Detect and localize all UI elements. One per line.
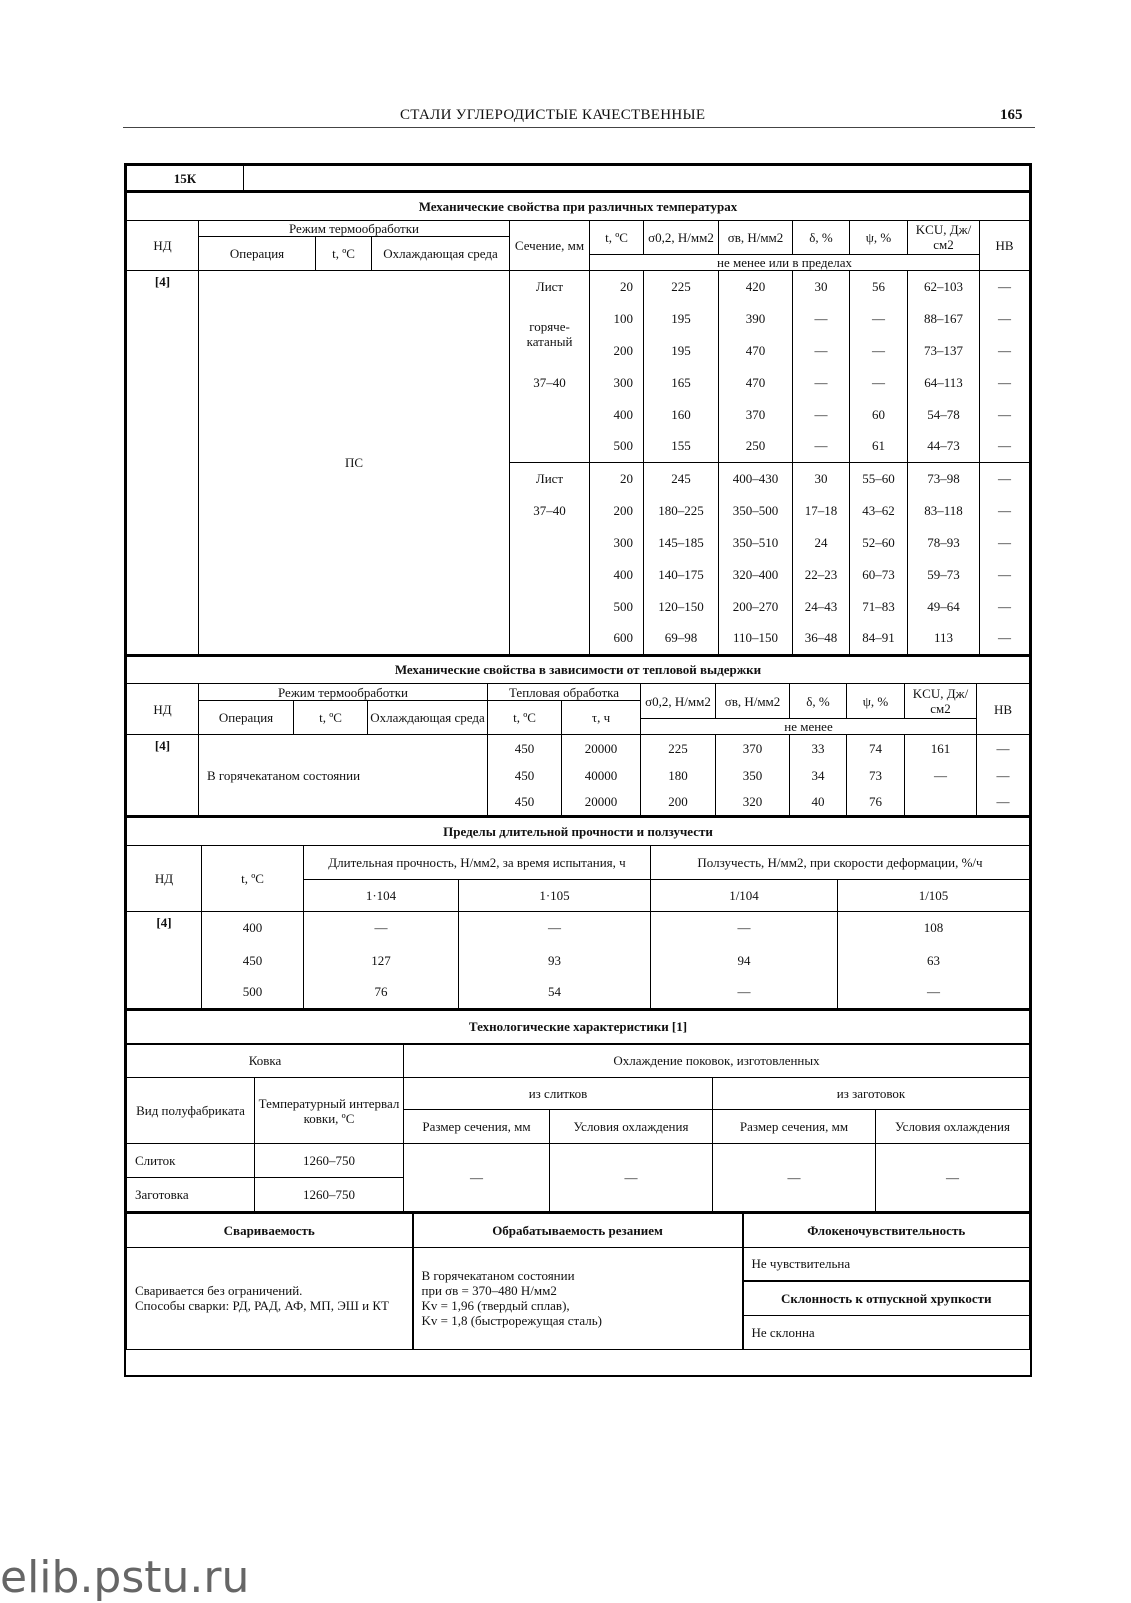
sv-cell: 110–150 — [719, 622, 793, 654]
col-thermal-treatment: Тепловая обработка — [488, 684, 641, 701]
section-label-empty — [510, 558, 590, 590]
psi-cell: 74 — [847, 735, 905, 762]
delta-cell: — — [793, 430, 850, 462]
strength-cell: 54 — [459, 976, 651, 1008]
s02-cell: 155 — [644, 430, 719, 462]
sv-cell: 250 — [719, 430, 793, 462]
forging-range-cell: 1260–750 — [255, 1178, 404, 1212]
s02-cell: 165 — [644, 366, 719, 398]
hb-cell: — — [980, 462, 1030, 494]
sv-cell: 350–510 — [719, 526, 793, 558]
col-semi-product: Вид полуфабриката — [127, 1078, 255, 1144]
hb-cell: — — [980, 526, 1030, 558]
hb-cell: — — [980, 398, 1030, 430]
kcu-cell: 49–64 — [908, 590, 980, 622]
temp-cell: 400 — [590, 398, 644, 430]
running-header-title: СТАЛИ УГЛЕРОДИСТЫЕ КАЧЕСТВЕННЫЕ — [400, 107, 706, 123]
operation-value: ПС — [199, 270, 510, 654]
delta-cell: 36–48 — [793, 622, 850, 654]
forging-range-cell: 1260–750 — [255, 1144, 404, 1178]
psi-cell: 43–62 — [850, 494, 908, 526]
psi-cell: 76 — [847, 789, 905, 816]
temp-cell: 300 — [590, 366, 644, 398]
section-label: 37–40 — [510, 366, 590, 398]
psi-cell: 71–83 — [850, 590, 908, 622]
sv-cell: 390 — [719, 302, 793, 334]
sv-cell: 370 — [716, 735, 790, 762]
machinability-title: Обрабатываемость резанием — [413, 1213, 743, 1247]
nd-ref: [4] — [127, 270, 199, 654]
delta-cell: 33 — [790, 735, 847, 762]
machinability-text: В горячекатаном состоянии при σв = 370–480 Н/мм2 Kv = 1,96 (твердый сплав), Kv = 1,8 (быстрорежущая сталь) — [413, 1247, 743, 1349]
section-label: Лист — [510, 270, 590, 302]
strength-cell: — — [304, 911, 459, 944]
hold-temp-cell: 450 — [488, 762, 562, 789]
hb-cell: — — [980, 334, 1030, 366]
col-creep: Ползучесть, Н/мм2, при скорости деформации, %/ч — [651, 845, 1030, 879]
col-strength-1e4: 1·104 — [304, 879, 459, 911]
col-nd: НД — [127, 845, 202, 911]
strength-cell: 76 — [304, 976, 459, 1008]
temp-cell: 300 — [590, 526, 644, 558]
hold-time-cell: 20000 — [562, 789, 641, 816]
col-psi: ψ, % — [850, 220, 908, 254]
nd-ref: [4] — [127, 911, 202, 1008]
delta-cell: 40 — [790, 789, 847, 816]
semi-product-cell: Слиток — [127, 1144, 255, 1178]
creep-cell: — — [651, 911, 838, 944]
temp-cell: 400 — [590, 558, 644, 590]
col-hold-time: τ, ч — [562, 701, 641, 735]
weldability-text: Сваривается без ограничений. Способы сварки: РД, РАД, АФ, МП, ЭШ и КТ — [127, 1247, 413, 1349]
col-sigmav: σв, Н/мм2 — [716, 684, 790, 719]
s02-cell: 140–175 — [644, 558, 719, 590]
dash-cell: — — [550, 1144, 713, 1212]
cooling-header: Охлаждение поковок, изготовленных — [404, 1044, 1030, 1078]
strength-cell: — — [459, 911, 651, 944]
temp-cell: 200 — [590, 494, 644, 526]
flake-title: Флокеночувствительность — [743, 1213, 1030, 1247]
mech-hold-table — [126, 655, 1030, 817]
s02-cell: 120–150 — [644, 590, 719, 622]
col-creep-1e5: 1/105 — [838, 879, 1030, 911]
s02-cell: 180 — [641, 762, 716, 789]
sv-cell: 470 — [719, 334, 793, 366]
sv-cell: 200–270 — [719, 590, 793, 622]
creep-cell: 63 — [838, 944, 1030, 976]
s02-cell: 69–98 — [644, 622, 719, 654]
kcu-cell: 59–73 — [908, 558, 980, 590]
col-temp: t, ºС — [316, 236, 372, 270]
col-sigma02: σ0,2, Н/мм2 — [644, 220, 719, 254]
kcu-cell — [905, 789, 977, 816]
steel-datasheet — [124, 163, 1032, 1377]
temp-cell: 500 — [202, 976, 304, 1008]
hold-temp-cell: 450 — [488, 735, 562, 762]
section-label: 37–40 — [510, 494, 590, 526]
kcu-cell: 64–113 — [908, 366, 980, 398]
temp-cell: 450 — [202, 944, 304, 976]
col-test-temp: t, ºС — [590, 220, 644, 254]
kcu-cell: 73–98 — [908, 462, 980, 494]
strength-cell: 127 — [304, 944, 459, 976]
kcu-cell: 73–137 — [908, 334, 980, 366]
psi-cell: 60 — [850, 398, 908, 430]
s02-cell: 180–225 — [644, 494, 719, 526]
delta-cell: 30 — [793, 462, 850, 494]
col-temp: t, ºС — [202, 845, 304, 911]
delta-cell: 17–18 — [793, 494, 850, 526]
col-nd: НД — [127, 220, 199, 270]
delta-cell: 30 — [793, 270, 850, 302]
hb-cell: — — [980, 494, 1030, 526]
col-nd: НД — [127, 684, 199, 735]
col-hold-temp: t, ºС — [488, 701, 562, 735]
psi-cell: 55–60 — [850, 462, 908, 494]
col-cooling: Охлаждающая среда — [372, 236, 510, 270]
delta-cell: 24 — [793, 526, 850, 558]
col-cooling: Охлаждающая среда — [368, 701, 488, 735]
delta-cell: — — [793, 302, 850, 334]
delta-cell: — — [793, 334, 850, 366]
sv-cell: 470 — [719, 366, 793, 398]
delta-cell: — — [793, 366, 850, 398]
temp-cell: 100 — [590, 302, 644, 334]
mech-temp-table — [126, 191, 1030, 655]
col-sigma02: σ0,2, Н/мм2 — [641, 684, 716, 719]
mech-temp-title: Механические свойства при различных температурах — [127, 192, 1030, 220]
s02-cell: 225 — [644, 270, 719, 302]
temp-cell: 20 — [590, 462, 644, 494]
nd-ref: [4] — [127, 735, 199, 816]
creep-title: Пределы длительной прочности и ползучести — [127, 817, 1030, 845]
kcu-cell: 62–103 — [908, 270, 980, 302]
s02-cell: 160 — [644, 398, 719, 430]
section-label-empty — [510, 430, 590, 462]
kcu-cell: 54–78 — [908, 398, 980, 430]
col-long-strength: Длительная прочность, Н/мм2, за время испытания, ч — [304, 845, 651, 879]
creep-cell: — — [838, 976, 1030, 1008]
col-psi: ψ, % — [847, 684, 905, 719]
hb-cell: — — [980, 590, 1030, 622]
temper-brittleness-title: Склонность к отпускной хрупкости — [743, 1281, 1030, 1315]
forging-header: Ковка — [127, 1044, 404, 1078]
kcu-cell: 113 — [908, 622, 980, 654]
from-blanks-header: из заготовок — [713, 1078, 1030, 1110]
psi-cell: 52–60 — [850, 526, 908, 558]
col-operation: Операция — [199, 236, 316, 270]
psi-cell: 84–91 — [850, 622, 908, 654]
section-label-empty — [510, 398, 590, 430]
sv-cell: 320 — [716, 789, 790, 816]
temp-cell: 500 — [590, 430, 644, 462]
steel-grade: 15К — [127, 166, 244, 191]
col-sigmav: σв, Н/мм2 — [719, 220, 793, 254]
col-forging-range: Температурный интервал ковки, ºС — [255, 1078, 404, 1144]
min-note: не менее — [641, 719, 977, 735]
col-delta: δ, % — [790, 684, 847, 719]
col-delta: δ, % — [793, 220, 850, 254]
kcu-cell: 161 — [905, 735, 977, 762]
sv-cell: 350–500 — [719, 494, 793, 526]
delta-cell: 34 — [790, 762, 847, 789]
col-operation: Операция — [199, 701, 294, 735]
s02-cell: 195 — [644, 302, 719, 334]
temp-cell: 500 — [590, 590, 644, 622]
kcu-cell: — — [905, 762, 977, 789]
col-hb: HB — [977, 684, 1030, 735]
col-section-size: Размер сечения, мм — [404, 1110, 550, 1144]
mech-hold-title: Механические свойства в зависимости от тепловой выдержки — [127, 656, 1030, 684]
dash-cell: — — [713, 1144, 876, 1212]
s02-cell: 145–185 — [644, 526, 719, 558]
steel-grade-blank — [244, 166, 1030, 191]
hb-cell: — — [977, 735, 1030, 762]
psi-cell: 61 — [850, 430, 908, 462]
temp-cell: 600 — [590, 622, 644, 654]
col-temp: t, ºС — [294, 701, 368, 735]
creep-cell: 108 — [838, 911, 1030, 944]
hold-time-cell: 20000 — [562, 735, 641, 762]
creep-cell: 94 — [651, 944, 838, 976]
kcu-cell: 44–73 — [908, 430, 980, 462]
section-label-empty — [510, 622, 590, 654]
from-ingots-header: из слитков — [404, 1078, 713, 1110]
psi-cell: — — [850, 302, 908, 334]
delta-cell: 22–23 — [793, 558, 850, 590]
sv-cell: 350 — [716, 762, 790, 789]
hb-cell: — — [977, 789, 1030, 816]
hb-cell: — — [980, 366, 1030, 398]
kcu-cell: 78–93 — [908, 526, 980, 558]
col-hb: HB — [980, 220, 1030, 270]
s02-cell: 225 — [641, 735, 716, 762]
header-rule — [123, 127, 1035, 128]
psi-cell: — — [850, 334, 908, 366]
sv-cell: 320–400 — [719, 558, 793, 590]
s02-cell: 245 — [644, 462, 719, 494]
temper-brittleness-text: Не склонна — [743, 1315, 1030, 1349]
hb-cell: — — [980, 270, 1030, 302]
col-creep-1e4: 1/104 — [651, 879, 838, 911]
tech-table — [126, 1009, 1030, 1213]
flake-text: Не чувствительна — [743, 1247, 1030, 1281]
psi-cell: — — [850, 366, 908, 398]
hb-cell: — — [977, 762, 1030, 789]
strength-cell: 93 — [459, 944, 651, 976]
sv-cell: 400–430 — [719, 462, 793, 494]
range-note: не менее или в пределах — [590, 254, 980, 270]
col-kcu: KCU, Дж/см2 — [905, 684, 977, 719]
section-label: Лист — [510, 462, 590, 494]
creep-table — [126, 816, 1030, 1009]
col-section-size: Размер сечения, мм — [713, 1110, 876, 1144]
psi-cell: 56 — [850, 270, 908, 302]
section-label-empty — [510, 526, 590, 558]
delta-cell: 24–43 — [793, 590, 850, 622]
temp-cell: 400 — [202, 911, 304, 944]
temp-cell: 200 — [590, 334, 644, 366]
page-number: 165 — [1000, 107, 1023, 123]
dash-cell: — — [876, 1144, 1030, 1212]
hold-temp-cell: 450 — [488, 789, 562, 816]
state-value: В горячекатаном состоянии — [199, 735, 488, 816]
col-heat-mode: Режим термообработки — [199, 220, 510, 236]
s02-cell: 195 — [644, 334, 719, 366]
steel-grade-bar — [126, 165, 1030, 191]
delta-cell: — — [793, 398, 850, 430]
col-cooling-conditions: Условия охлаждения — [876, 1110, 1030, 1144]
weldability-title: Свариваемость — [127, 1213, 413, 1247]
tech-title: Технологические характеристики [1] — [127, 1010, 1030, 1044]
section-label-empty — [510, 590, 590, 622]
watermark: elib.pstu.ru — [0, 1552, 250, 1603]
hold-time-cell: 40000 — [562, 762, 641, 789]
col-kcu: KCU, Дж/см2 — [908, 220, 980, 254]
s02-cell: 200 — [641, 789, 716, 816]
kcu-cell: 88–167 — [908, 302, 980, 334]
psi-cell: 60–73 — [850, 558, 908, 590]
kcu-cell: 83–118 — [908, 494, 980, 526]
dash-cell: — — [404, 1144, 550, 1212]
psi-cell: 73 — [847, 762, 905, 789]
col-strength-1e5: 1·105 — [459, 879, 651, 911]
col-section: Сечение, мм — [510, 220, 590, 270]
section-label: катаный — [510, 334, 590, 366]
sv-cell: 420 — [719, 270, 793, 302]
hb-cell: — — [980, 302, 1030, 334]
temp-cell: 20 — [590, 270, 644, 302]
hb-cell: — — [980, 622, 1030, 654]
hb-cell: — — [980, 558, 1030, 590]
creep-cell: — — [651, 976, 838, 1008]
sv-cell: 370 — [719, 398, 793, 430]
mech-temp-body — [127, 270, 1030, 654]
col-heat-mode: Режим термообработки — [199, 684, 488, 701]
semi-product-cell: Заготовка — [127, 1178, 255, 1212]
col-cooling-conditions: Условия охлаждения — [550, 1110, 713, 1144]
hb-cell: — — [980, 430, 1030, 462]
section-label: горяче- — [510, 302, 590, 334]
props-table — [126, 1212, 1030, 1350]
